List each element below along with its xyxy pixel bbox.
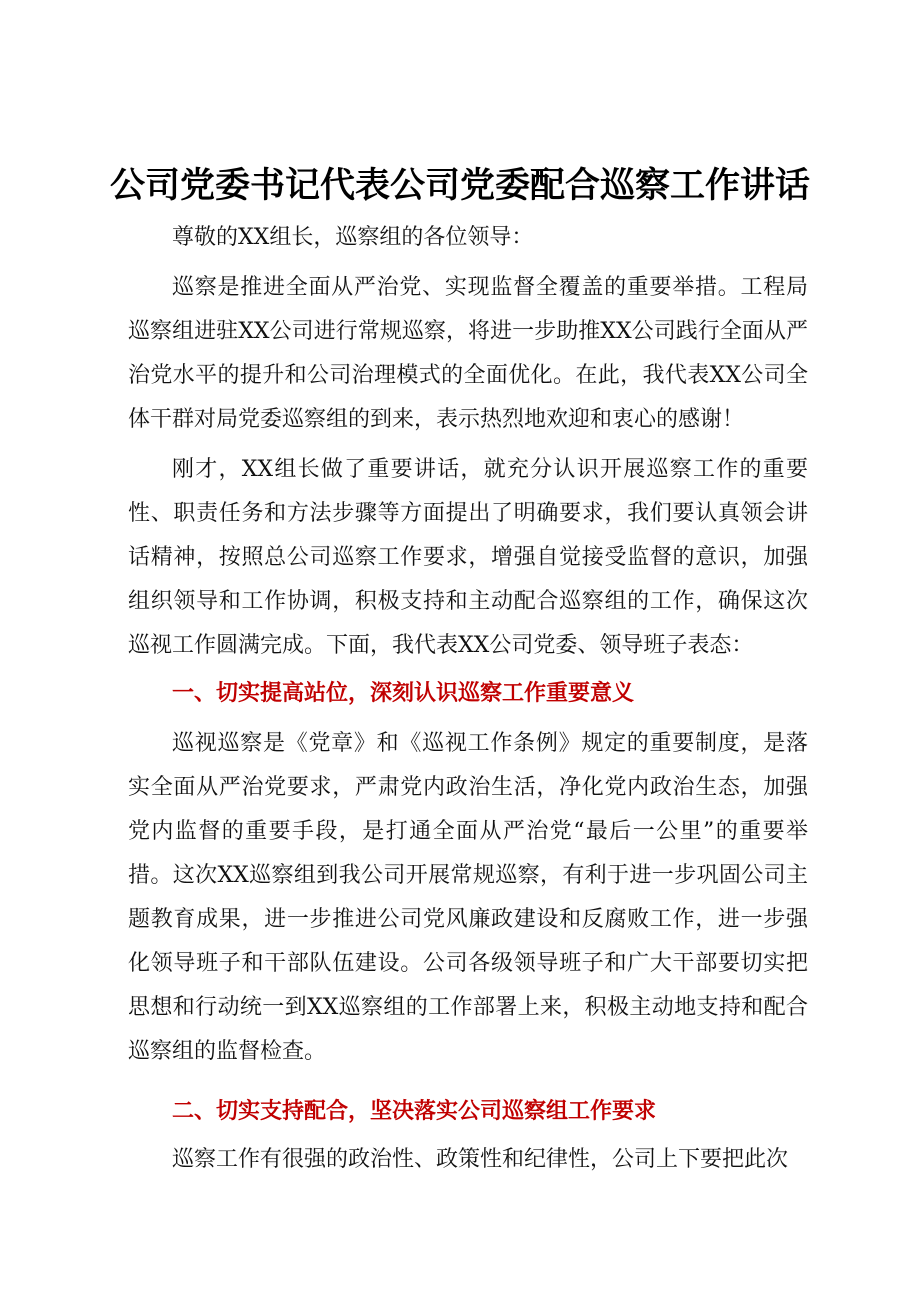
section-heading-1: 一、切实提高站位，深刻认识巡察工作重要意义 — [172, 681, 635, 706]
document-title: 公司党委书记代表公司党委配合巡察工作讲话 — [109, 166, 810, 206]
document-body — [128, 216, 808, 1182]
salutation: 尊敬的XX组长，巡察组的各位领导： — [172, 225, 534, 250]
paragraph-intro: 巡察是推进全面从严治党、实现监督全覆盖的重要举措。工程局巡察组进驻XX公司进行常规巡察，将进一步助推XX公司践行全面从严治党水平的提升和公司治理模式的全面优化。在此，我代表XX公司全体干群对局党委巡察组的到来，表示热烈地欢迎和衷心的感谢！ — [128, 275, 808, 432]
paragraph-section-2: 巡察工作有很强的政治性、政策性和纪律性，公司上下要把此次 — [172, 1147, 789, 1172]
section-heading-2: 二、切实支持配合，坚决落实公司巡察组工作要求 — [172, 1099, 657, 1124]
paragraph-response: 刚才，XX组长做了重要讲话，就充分认识开展巡察工作的重要性、职责任务和方法步骤等方面提出了明确要求，我们要认真领会讲话精神，按照总公司巡察工作要求，增强自觉接受监督的意识，加强组织领导和工作协调，积极支持和主动配合巡察组的工作，确保这次巡视工作圆满完成。下面，我代表XX公司党委、领导班子表态： — [128, 457, 808, 658]
paragraph-section-1: 巡视巡察是《党章》和《巡视工作条例》规定的重要制度，是落实全面从严治党要求，严肃党内政治生活，净化党内政治生态，加强党内监督的重要手段，是打通全面从严治党“最后一公里”的重要举措。这次XX巡察组到我公司开展常规巡察，有利于进一步巩固公司主题教育成果，进一步推进公司党风廉政建设和反腐败工作，进一步强化领导班子和干部队伍建设。公司各级领导班子和广大干部要切实把思想和行动统一到XX巡察组的工作部署上来，积极主动地支持和配合巡察组的监督检查。 — [128, 731, 808, 1064]
